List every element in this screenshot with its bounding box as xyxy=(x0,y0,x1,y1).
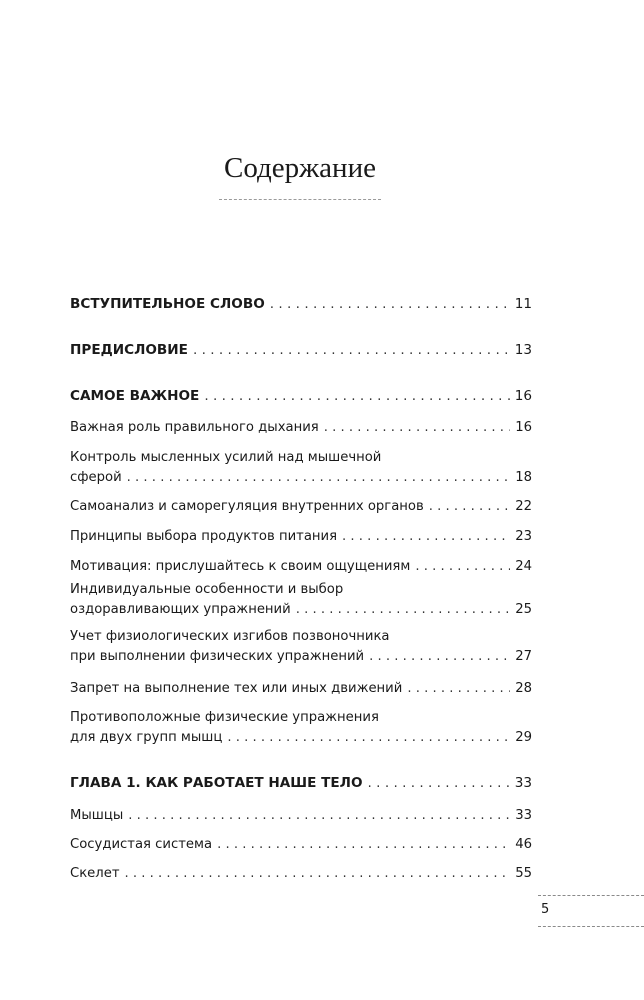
toc-entry-line xyxy=(70,557,532,577)
toc-entry[interactable] xyxy=(70,557,532,577)
toc-entry-title: Принципы выбора продуктов питания xyxy=(70,529,338,544)
toc-entry-title: Важная роль правильного дыхания xyxy=(70,420,319,435)
page-number: 5 xyxy=(541,902,550,917)
toc-entry-page: 13 xyxy=(514,342,532,358)
toc-entry-line xyxy=(70,468,532,488)
dot-leader xyxy=(429,497,510,517)
toc-entry-line xyxy=(70,448,532,468)
toc-entry-title: Мотивация: прислушайтесь к своим ощущениям xyxy=(70,559,411,574)
toc-entry-page: 55 xyxy=(515,866,532,881)
toc-entry-page: 25 xyxy=(515,602,532,617)
toc-entry-line xyxy=(70,294,532,314)
toc-entry-line xyxy=(70,806,532,826)
toc-entry-line xyxy=(70,418,532,438)
toc-entry-line xyxy=(70,864,532,884)
dot-leader xyxy=(296,600,511,620)
toc-entry[interactable] xyxy=(70,773,532,793)
toc-entry-line xyxy=(70,647,532,667)
toc-entry-line xyxy=(70,600,532,620)
toc-entry-title: ГЛАВА 1. КАК РАБОТАЕТ НАШЕ ТЕЛО xyxy=(70,775,363,791)
toc-entry[interactable] xyxy=(70,580,532,620)
dot-leader xyxy=(193,340,510,360)
toc-entry[interactable] xyxy=(70,527,532,547)
dot-leader xyxy=(407,679,510,699)
toc-entry-page: 46 xyxy=(515,837,532,852)
toc-entry-line xyxy=(70,835,532,855)
toc-entry-title: оздоравливающих упражнений xyxy=(70,602,291,617)
dot-leader xyxy=(128,806,510,826)
toc-entry-line xyxy=(70,580,532,600)
toc-entry-page: 33 xyxy=(515,808,532,823)
toc-entry-title: Самоанализ и саморегуляция внутренних органов xyxy=(70,499,424,514)
toc-entry-line xyxy=(70,527,532,547)
toc-entry[interactable] xyxy=(70,386,532,406)
toc-entry-page: 28 xyxy=(515,681,532,696)
toc-entry-title: Учет физиологических изгибов позвоночника xyxy=(70,629,390,644)
toc-entry[interactable] xyxy=(70,340,532,360)
toc-entry-title: Противоположные физические упражнения xyxy=(70,710,379,725)
toc-entry-title: Контроль мысленных усилий над мышечной xyxy=(70,450,382,465)
toc-entry[interactable] xyxy=(70,627,532,667)
toc-entry-title: для двух групп мышц xyxy=(70,730,223,745)
toc-entry[interactable] xyxy=(70,835,532,855)
toc-entry[interactable] xyxy=(70,418,532,438)
toc-entry-title: сферой xyxy=(70,470,122,485)
dot-leader xyxy=(127,468,511,488)
toc-entry-title: Скелет xyxy=(70,866,120,881)
toc-entry-page: 23 xyxy=(515,529,532,544)
toc-entry-title: Индивидуальные особенности и выбор xyxy=(70,582,344,597)
dot-leader xyxy=(324,418,511,438)
toc-entry[interactable] xyxy=(70,864,532,884)
toc-entry[interactable] xyxy=(70,497,532,517)
toc-entry-title: Запрет на выполнение тех или иных движений xyxy=(70,681,403,696)
toc-entry-line xyxy=(70,627,532,647)
toc-entry-line xyxy=(70,340,532,360)
toc-entry[interactable] xyxy=(70,679,532,699)
toc-entry[interactable] xyxy=(70,806,532,826)
toc-entry[interactable] xyxy=(70,448,532,488)
toc-entry-title: САМОЕ ВАЖНОЕ xyxy=(70,388,200,404)
dot-leader xyxy=(368,773,510,793)
toc-entry-title: ВСТУПИТЕЛЬНОЕ СЛОВО xyxy=(70,296,265,312)
dot-leader xyxy=(270,294,510,314)
toc-entry-line xyxy=(70,679,532,699)
toc-entry-page: 24 xyxy=(515,559,532,574)
toc-entry-page: 29 xyxy=(515,730,532,745)
dot-leader xyxy=(227,728,510,748)
toc-entry[interactable] xyxy=(70,294,532,314)
toc-entry[interactable] xyxy=(70,708,532,748)
toc-entry-page: 16 xyxy=(514,388,532,404)
toc-entry-page: 27 xyxy=(515,649,532,664)
dot-leader xyxy=(342,527,510,547)
page-title: Содержание xyxy=(224,152,376,184)
toc-entry-title: при выполнении физических упражнений xyxy=(70,649,365,664)
title-divider xyxy=(219,199,381,200)
toc-entry-page: 16 xyxy=(515,420,532,435)
toc-entry-title: Мышцы xyxy=(70,808,124,823)
toc-entry-page: 11 xyxy=(514,296,532,312)
toc-entry-title: Сосудистая система xyxy=(70,837,213,852)
toc-entry-line xyxy=(70,386,532,406)
dot-leader xyxy=(415,557,510,577)
toc-entry-line xyxy=(70,708,532,728)
toc-entry-line xyxy=(70,728,532,748)
toc-entry-page: 33 xyxy=(514,775,532,791)
toc-entry-line xyxy=(70,497,532,517)
toc-entry-line xyxy=(70,773,532,793)
dot-leader xyxy=(204,386,509,406)
dot-leader xyxy=(125,864,511,884)
toc-entry-page: 18 xyxy=(515,470,532,485)
dot-leader xyxy=(217,835,510,855)
toc-entry-title: ПРЕДИСЛОВИЕ xyxy=(70,342,188,358)
toc-entry-page: 22 xyxy=(515,499,532,514)
dot-leader xyxy=(369,647,510,667)
page-number-box xyxy=(538,895,644,927)
